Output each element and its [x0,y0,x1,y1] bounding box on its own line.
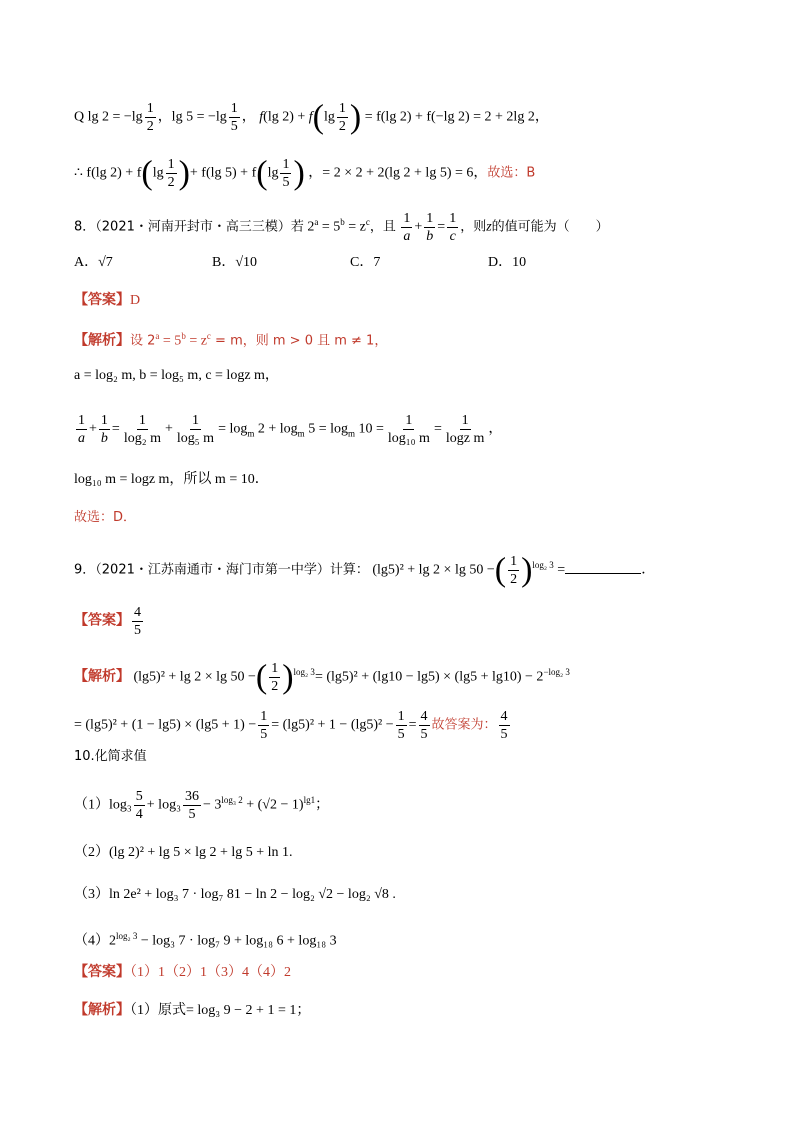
question-10: 10.化简求值 [74,749,147,764]
solution-line-2: ∴ f(lg 2) + f(lg $\frac{1}{2}$ )+ f(lg 5) + f(lg $\frac{1}{5}$ ) ，= 2 × 2 + 2(lg 2 + lg 5) = 6，故选：B [74,154,536,192]
q10-part-1: （1）log₃ $\frac{5}{4}$ + log₃ $\frac{36}{5}$ − $3^{log_3 2} + (√2 - 1)^{lg1}$； [74,789,330,822]
q8-analysis-3: $\frac{1}{a}$ + $\frac{1}{b}$ = $\frac{1}{\text{log₂ m}}$ + $\frac{1}{\text{log₅ m}}$ = $\log_m 2 + \log_m 5 = \log_m 10$ = $\frac{1}{\text{log₁₀ m}}$ = $\frac{1}{\text{logz m}}$ ， [78,413,503,446]
q10-answer: 【答案】（1）1（2）1（3）4（4）2 [74,964,291,980]
solution-line-1: Q lg 2 = −lg $\frac{1}{2}$ ，lg 5 = −lg $\frac{1}{5}$ ， f(lg 2) + f(lg $\frac{1}{2}$ ) = f(lg 2) + f(−lg 2) = 2 + 2lg 2， [74,98,549,136]
q10-part-2: （2）(lg 2)² + lg 5 × lg 2 + lg 5 + ln 1. [74,845,293,860]
q9-analysis-2: = (lg5)² + (1 − lg5) × (lg5 + 1) − $\frac{1}{5}$ = (lg5)² + 1 − (lg5)² − $\frac{1}{5}$ = $\frac{4}{5}$ 故答案为： $\frac{4}{5}$ [74,709,508,742]
text: Q lg 2 = −lg [74,109,143,125]
q10-part-4: $(4)2^{log_2 3} - \log_3$ 7 · log₇ 9 + log₁₈ 6 + log₁₈ 3 [74,931,337,949]
q10-analysis-1: 【解析】（1）原式= log₃ 9 − 2 + 1 = 1； [74,1002,311,1018]
text: ，lg 5 = −lg [157,109,227,125]
q8-answer: 【答案】D [74,292,141,308]
fraction: $\frac{1}{2}$ [146,101,154,134]
fraction: $\frac{1}{5}$ [230,101,238,134]
answer-blank[interactable] [565,559,641,574]
answer-note: 故选：B [487,165,536,181]
option-b: B．√10 [212,255,258,270]
fraction: $\frac{1}{2}$ [338,101,346,134]
q8-analysis-5: 故选：D． [74,510,137,525]
q8-analysis-4: log₁₀ m = logz m，所以 m = 10． [74,472,269,487]
question-8: 8．（2021・河南开封市・高三三模）若 $2^a = 5^b = z^c$，且 $\frac{1}{a}$ + $\frac{1}{b}$ = $\frac{1}{c}$ ，则z的值可能为（ ） [74,211,609,244]
option-c: C．7 [350,255,381,270]
q8-analysis-1: 【解析】设 $2^a = 5^b = z^c = m$，则 m > 0 且 m ≠ 1， [74,331,388,349]
option-d: D．10 [488,255,527,270]
option-a: A．√7 [74,255,113,270]
q8-options [74,253,626,273]
q10-part-3: （3）ln 2e² + log₃ 7 · log₇ 81 − ln 2 − log₂ √2 − log₂ √8 . [74,887,396,902]
q8-analysis-2: a = log₂ m, b = log₅ m, c = logz m， [74,368,279,383]
q9-answer: 【答案】 $\frac{4}{5}$ [74,605,141,638]
q9-analysis-1: 【解析】 (lg5)² + lg 2 × lg 50 −( $\frac{1}{2}$ )$^{log_2 3}= (\lg 5)^2 + (\lg 10 - \lg 5) \times (\lg 5 + \lg 10) - 2^{-log_2 3}$ [74,658,570,696]
question-9: 9．（2021・江苏南通市・海门市第一中学）计算： (lg5)² + lg 2 × lg 50 −( $\frac{1}{2}$ )$^{log_2 3}$ = ． [74,551,656,589]
